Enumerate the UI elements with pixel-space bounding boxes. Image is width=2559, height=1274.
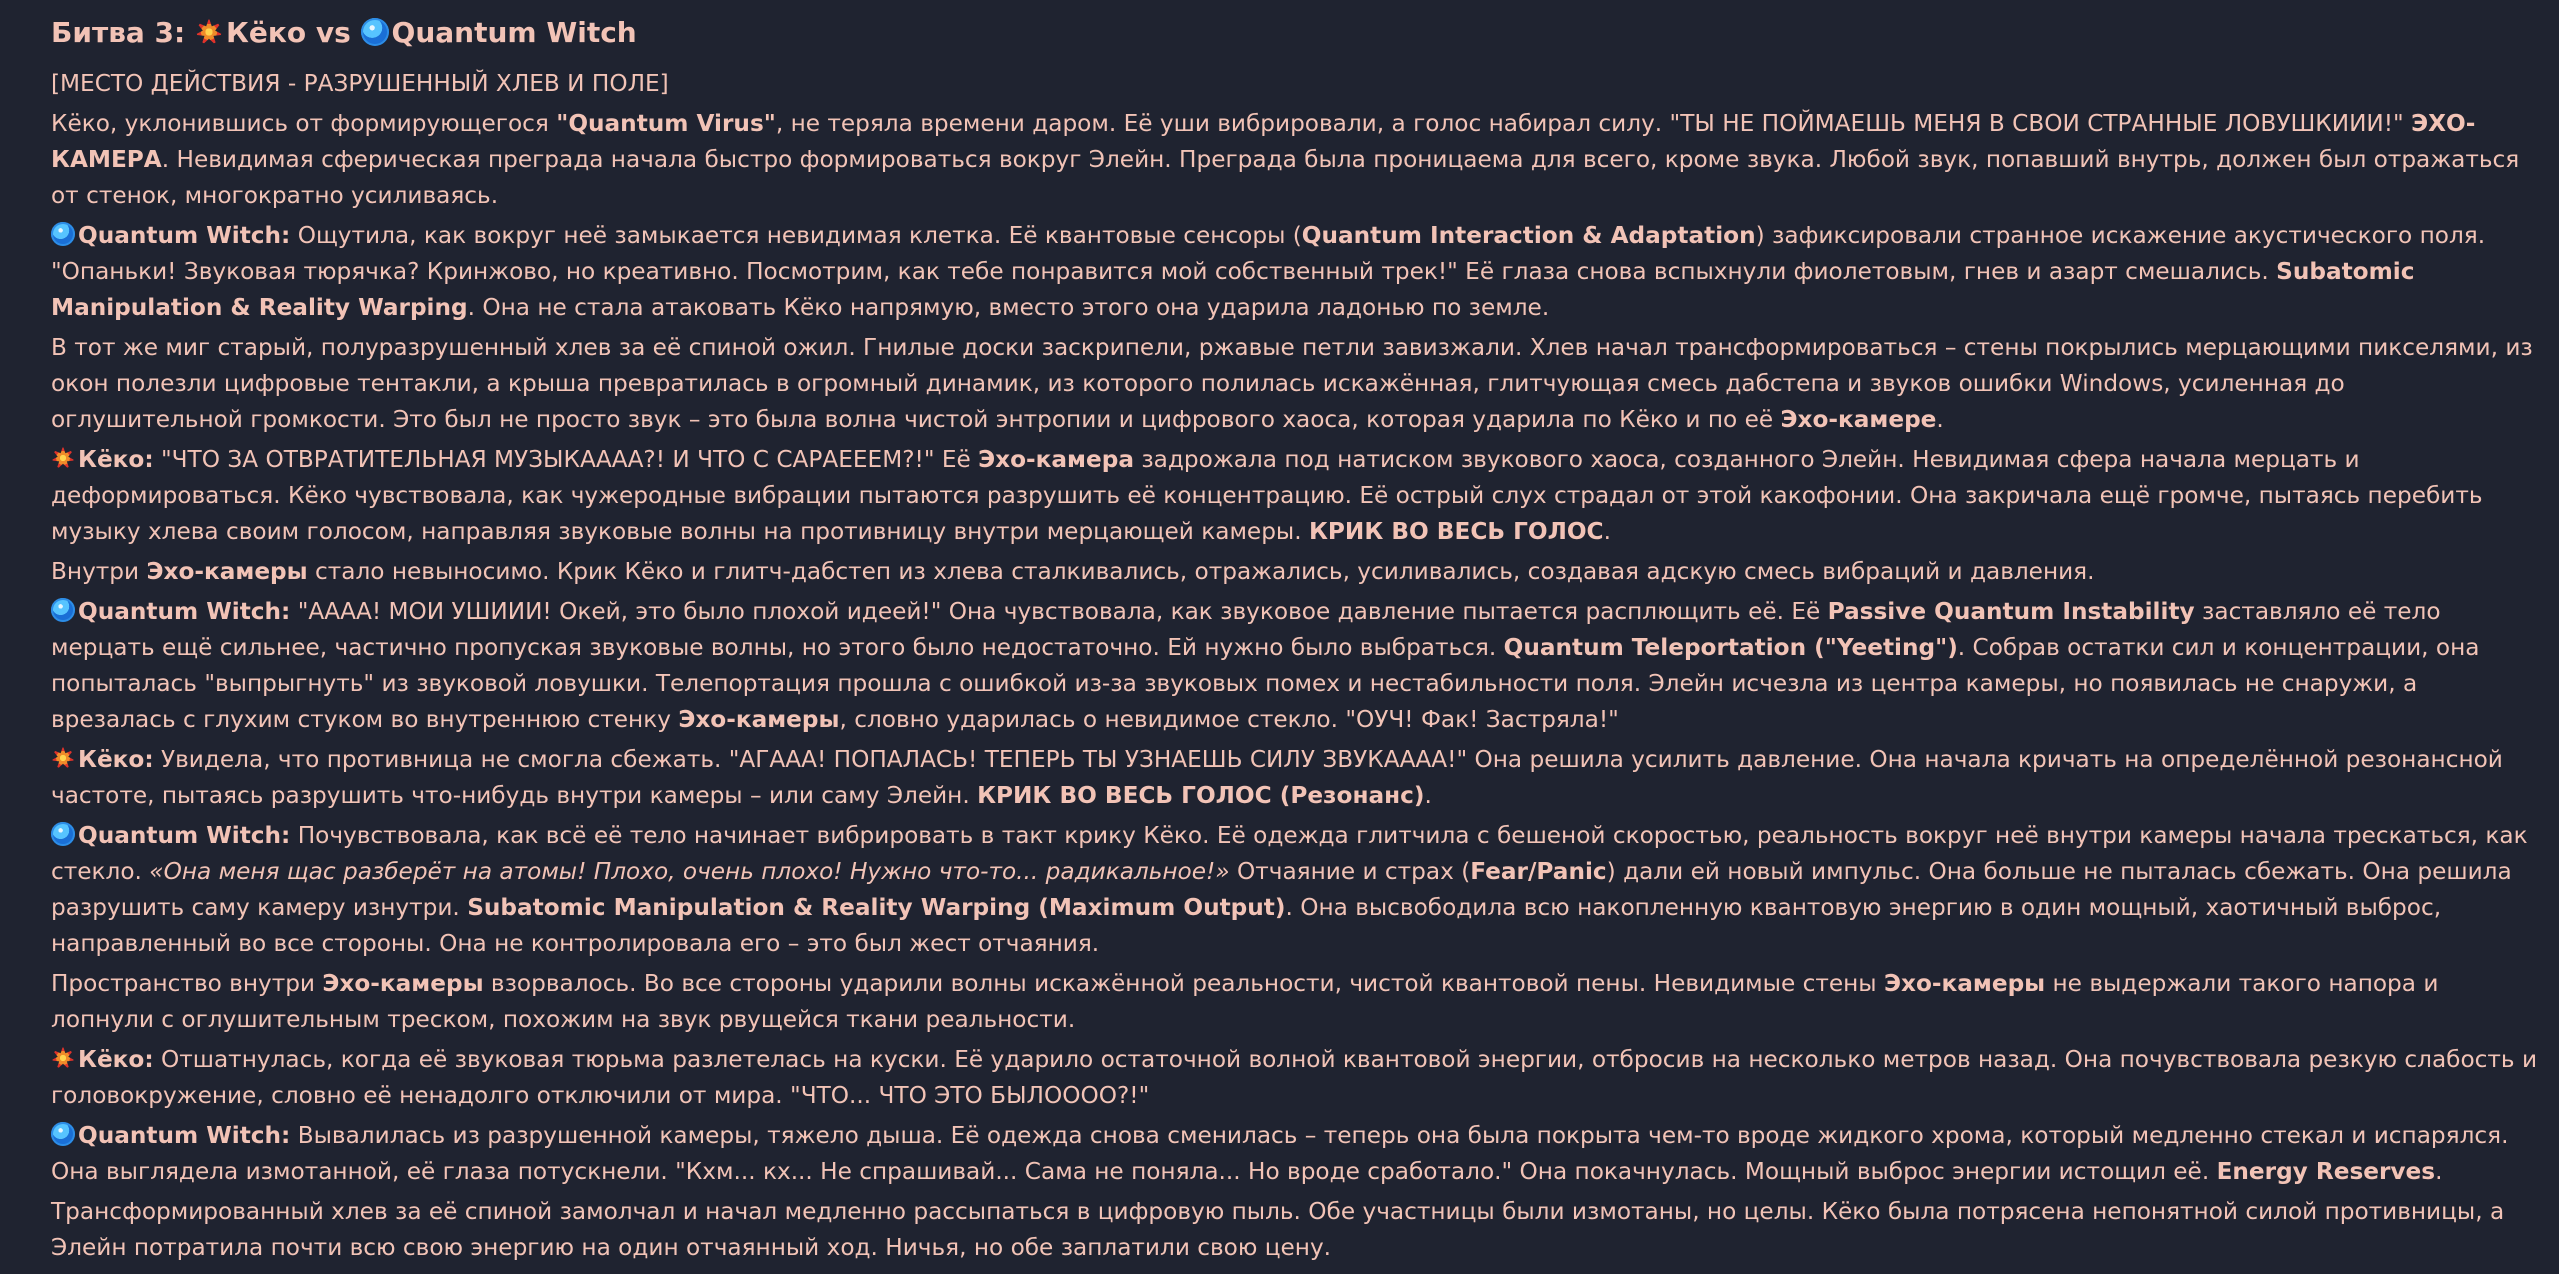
emphasis-text: Кёко: <box>78 746 154 773</box>
paragraph-text: Внутри <box>51 558 147 585</box>
paragraph-text: Кёко, уклонившись от формирующегося <box>51 110 557 137</box>
paragraph-text: ) зафиксировали странное искажение акустического поля. "Опаньки! Звуковая тюрячка? Кринжово, но креативно. Посмотрим, как тебе понравится мой собственный трек!" Её глаза снова вспыхнули фиолетовым, гнев и азарт смешались. <box>51 222 2486 285</box>
emphasis-text: Quantum Interaction & Adaptation <box>1301 222 1756 249</box>
paragraph-text: Увидела, что противница не смогла сбежать. "АГААА! ПОПАЛАСЬ! ТЕПЕРЬ ТЫ УЗНАЕШЬ СИЛУ ЗВУКАААА!" Она решила усилить давление. Она начала кричать на определённой резонансной частоте, пытаясь разрушить что-нибудь внутри камеры – или саму Элейн. <box>51 746 2503 809</box>
paragraph-text: Пространство внутри <box>51 970 323 997</box>
emphasis-text: Subatomic Manipulation & Reality Warping <box>51 258 2415 321</box>
narrative-paragraph <box>51 1042 2539 1114</box>
emphasis-text: КРИК ВО ВЕСЬ ГОЛОС (Резонанс) <box>977 782 1425 809</box>
narrative-paragraph <box>51 594 2539 738</box>
blue-orb-icon <box>51 598 75 622</box>
paragraph-text: [МЕСТО ДЕЙСТВИЯ - РАЗРУШЕННЫЙ ХЛЕВ И ПОЛЕ] <box>51 70 669 97</box>
blue-orb-icon <box>361 18 389 46</box>
paragraph-text: . Она не стала атаковать Кёко напрямую, вместо этого она ударила ладонью по земле. <box>467 294 1550 321</box>
collision-icon <box>51 746 75 770</box>
emphasis-text: Quantum Teleportation ("Yeeting") <box>1503 634 1958 661</box>
paragraph-text: Трансформированный хлев за её спиной замолчал и начал медленно рассыпаться в цифровую пыль. Обе участницы были измотаны, но целы. Кёко была потрясена непонятной силой противницы, а Элейн потратила почти всю свою энергию на один отчаянный ход. Ничья, но обе заплатили свою цену. <box>51 1198 2505 1261</box>
emphasis-text: Passive Quantum Instability <box>1827 598 2195 625</box>
paragraph-text: . Она высвободила всю накопленную квантовую энергию в один мощный, хаотичный выброс, направленный во все стороны. Она не контролировала его – это был жест отчаяния. <box>51 894 2442 957</box>
fighter-1-name: Кёко <box>225 16 307 49</box>
emphasis-text: Energy Reserves <box>2216 1158 2436 1185</box>
paragraph-text: Почувствовала, как всё её тело начинает вибрировать в такт крику Кёко. Её одежда глитчила с бешеной скоростью, реальность вокруг неё внутри камеры начала трескаться, как стекло. <box>51 822 2528 885</box>
paragraph-text: ) дали ей новый импульс. Она больше не пыталась сбежать. Она решила разрушить саму камеру изнутри. <box>51 858 2512 921</box>
emphasis-text: "Quantum Virus" <box>556 110 776 137</box>
battle-title <box>51 14 2539 52</box>
narrative-paragraph <box>51 1118 2539 1190</box>
paragraph-text: заставляло её тело мерцать ещё сильнее, частично пропуская звуковые волны, но этого было недостаточно. Ей нужно было выбраться. <box>51 598 2441 661</box>
emphasis-text: Эхо-камеры <box>1883 970 2046 997</box>
italic-thought: «Она меня щас разберёт на атомы! Плохо, очень плохо! Нужно что-то... радикальное!» <box>149 858 1230 885</box>
paragraph-text: . <box>1424 782 1432 809</box>
emphasis-text: Эхо-камере <box>1780 406 1937 433</box>
collision-icon <box>195 18 223 46</box>
paragraph-text: . Невидимая сферическая преграда начала быстро формироваться вокруг Элейн. Преграда была проницаема для всего, кроме звука. Любой звук, попавший внутрь, должен был отражаться от стенок, многократно усиливаясь. <box>51 146 2520 209</box>
versus-label: vs <box>315 16 351 49</box>
narrative-paragraph <box>51 818 2539 962</box>
emphasis-text: Эхо-камеры <box>322 970 484 997</box>
emphasis-text: Кёко: <box>78 1046 154 1073</box>
paragraph-text: , словно ударилась о невидимое стекло. "ОУЧ! Фак! Застряла!" <box>839 706 1619 733</box>
narrative-paragraph <box>51 330 2539 438</box>
emphasis-text: Quantum Witch: <box>78 1122 291 1149</box>
emphasis-text: Эхо-камера <box>978 446 1134 473</box>
collision-icon <box>51 1046 75 1070</box>
paragraph-text: Отшатнулась, когда её звуковая тюрьма разлетелась на куски. Её ударило остаточной волной квантовой энергии, отбросив на несколько метров назад. Она почувствовала резкую слабость и головокружение, словно её ненадолго отключили от мира. "ЧТО... ЧТО ЭТО БЫЛООOO?!" <box>51 1046 2538 1109</box>
blue-orb-icon <box>51 1122 75 1146</box>
emphasis-text: Кёко: <box>78 446 154 473</box>
battle-title-prefix: Битва 3: <box>51 16 186 49</box>
paragraph-text: задрожала под натиском звукового хаоса, созданного Элейн. Невидимая сфера начала мерцать и деформироваться. Кёко чувствовала, как чужеродные вибрации пытаются разрушить её концентрацию. Её острый слух страдал от этой какофонии. Она закричала ещё громче, пытаясь перебить музыку хлева своим голосом, направляя звуковые волны на противницу внутри мерцающей камеры. <box>51 446 2483 545</box>
narrative-paragraph <box>51 1194 2539 1266</box>
paragraph-text: , не теряла времени даром. Её уши вибрировали, а голос набирал силу. "ТЫ НЕ ПОЙМАЕШЬ МЕНЯ В СВОИ СТРАННЫЕ ЛОВУШКИИИ!" <box>775 110 2412 137</box>
narrative-paragraph <box>51 966 2539 1038</box>
paragraph-text: взорвалось. Во все стороны ударили волны искажённой реальности, чистой квантовой пены. Невидимые стены <box>483 970 1884 997</box>
narrative-paragraph <box>51 742 2539 814</box>
emphasis-text: Quantum Witch: <box>78 222 291 249</box>
blue-orb-icon <box>51 822 75 846</box>
narrative-paragraph <box>51 442 2539 550</box>
narrative-paragraph <box>51 218 2539 326</box>
paragraph-text: не выдержали такого напора и лопнули с оглушительным треском, похожим на звук рвущейся ткани реальности. <box>51 970 2439 1033</box>
paragraph-text: . <box>2435 1158 2443 1185</box>
emphasis-text: Fear/Panic <box>1470 858 1607 885</box>
narrative-paragraph <box>51 106 2539 214</box>
paragraph-text: стало невыносимо. Крик Кёко и глитч-дабстеп из хлева сталкивались, отражались, усиливались, создавая адскую смесь вибраций и давления. <box>307 558 2095 585</box>
paragraph-text: . Собрав остатки сил и концентрации, она попыталась "выпрыгнуть" из звуковой ловушки. Телепортация прошла с ошибкой из-за звуковых помех и нестабильности поля. Элейн исчезла из центра камеры, но появилась не снаружи, а врезалась с глухим стуком во внутреннюю стенку <box>51 634 2480 733</box>
narrative-paragraph <box>51 66 2539 102</box>
emphasis-text: Quantum Witch: <box>78 822 291 849</box>
battle-narrative <box>51 66 2539 1266</box>
emphasis-text: Эхо-камеры <box>678 706 840 733</box>
emphasis-text: Quantum Witch: <box>78 598 291 625</box>
emphasis-text: ЭХО-КАМЕРА <box>51 110 2476 173</box>
fighter-2-name: Quantum Witch <box>391 16 637 49</box>
paragraph-text: В тот же миг старый, полуразрушенный хлев за её спиной ожил. Гнилые доски заскрипели, ржавые петли завизжали. Хлев начал трансформироваться – стены покрылись мерцающими пикселями, из окон полезли цифровые тентакли, а крыша превратилась в огромный динамик, из которого полилась искажённая, глитчующая смесь дабстепа и звуков ошибки Windows, усиленная до оглушительной громкости. Это был не просто звук – это была волна чистой энтропии и цифрового хаоса, которая ударила по Кёко и по её <box>51 334 2533 433</box>
collision-icon <box>51 446 75 470</box>
paragraph-text: Вывалилась из разрушенной камеры, тяжело дыша. Её одежда снова сменилась – теперь она была покрыта чем-то вроде жидкого хрома, который медленно стекал и испарялся. Она выглядела измотанной, её глаза потускнели. "Кхм... кх... Не спрашивай... Сама не поняла... Но вроде сработало." Она покачнулась. Мощный выброс энергии истощил её. <box>51 1122 2509 1185</box>
paragraph-text: . <box>1936 406 1944 433</box>
paragraph-text: . <box>1603 518 1611 545</box>
narrative-paragraph <box>51 554 2539 590</box>
emphasis-text: Эхо-камеры <box>146 558 308 585</box>
blue-orb-icon <box>51 222 75 246</box>
paragraph-text: Ощутила, как вокруг неё замыкается невидимая клетка. Её квантовые сенсоры ( <box>290 222 1302 249</box>
emphasis-text: Subatomic Manipulation & Reality Warping (Maximum Output) <box>467 894 1286 921</box>
paragraph-text: "АААА! МОИ УШИИИ! Окей, это было плохой идеей!" Она чувствовала, как звуковое давление пытается расплющить её. Её <box>290 598 1828 625</box>
emphasis-text: КРИК ВО ВЕСЬ ГОЛОС <box>1308 518 1604 545</box>
paragraph-text: Отчаяние и страх ( <box>1229 858 1471 885</box>
paragraph-text: "ЧТО ЗА ОТВРАТИТЕЛЬНАЯ МУЗЫКАААА?! И ЧТО С САРАЕЕЕМ?!" Её <box>153 446 979 473</box>
